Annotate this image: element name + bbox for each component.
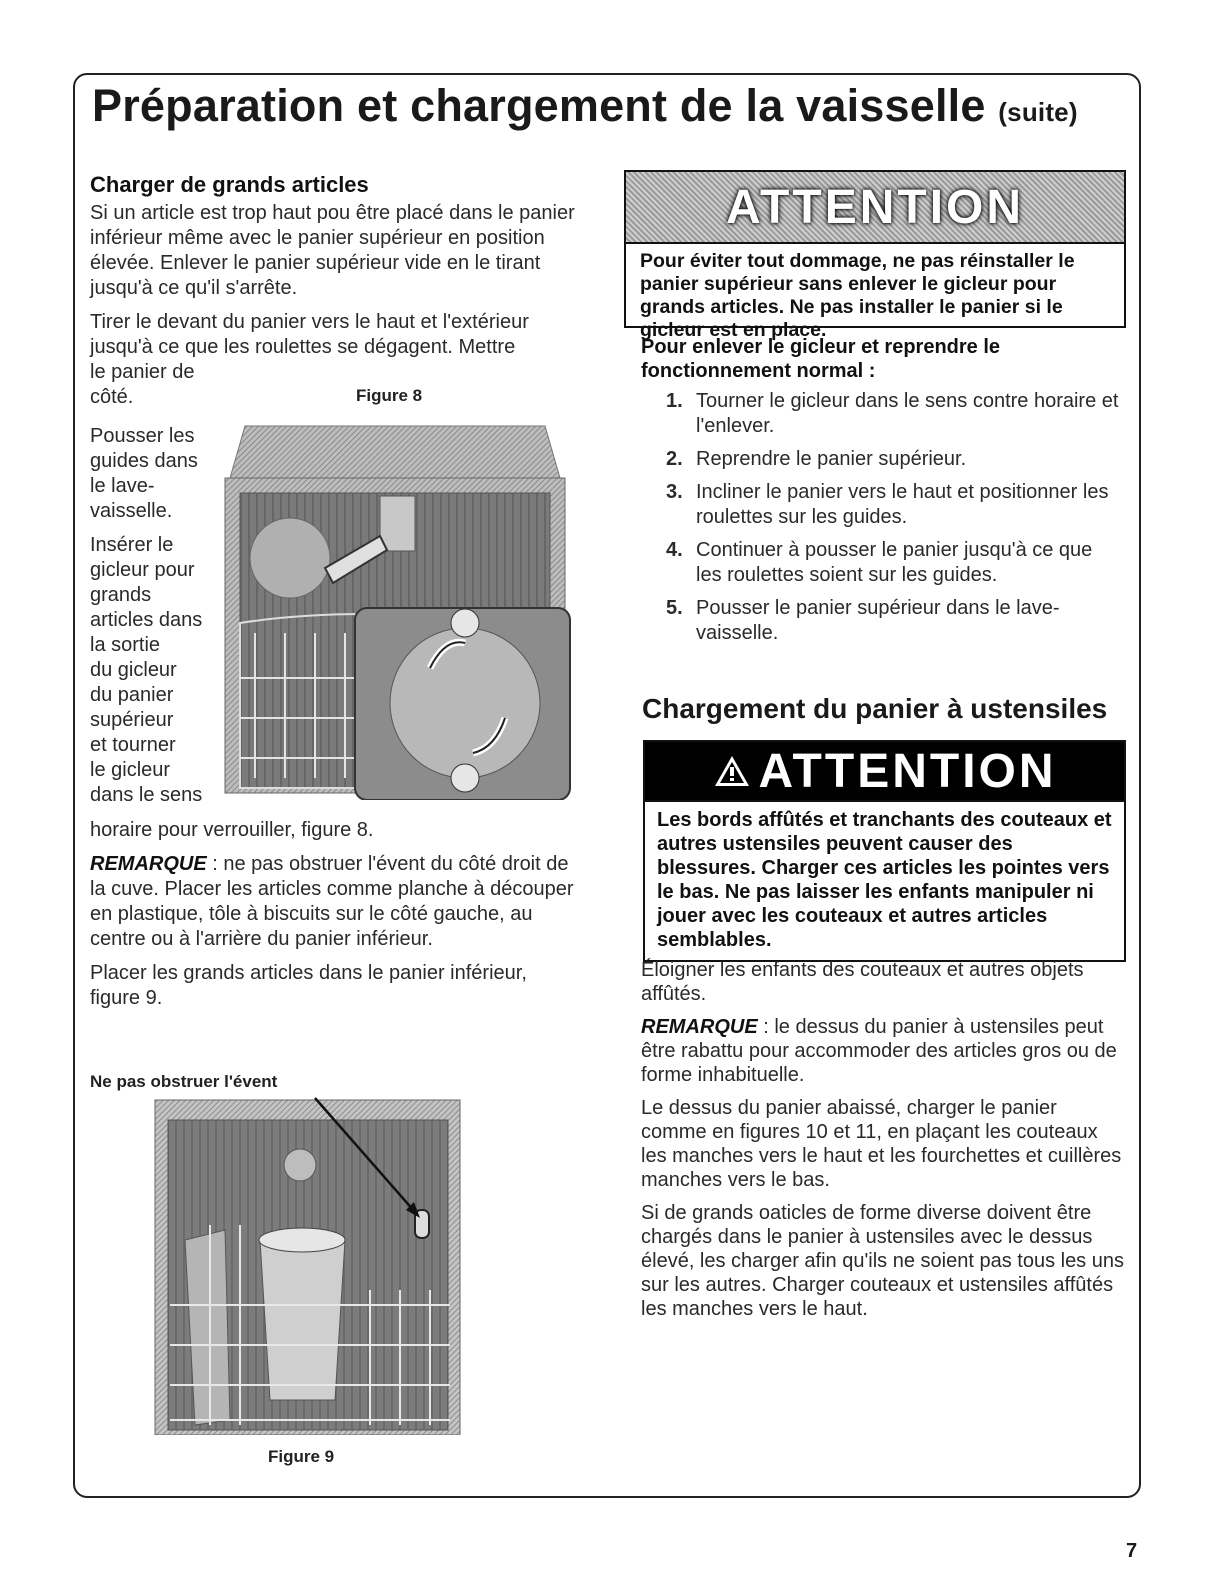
line: du panier	[90, 684, 174, 706]
figure-9-caption: Figure 9	[268, 1447, 335, 1466]
list-item	[641, 480, 1121, 530]
warning-text-1: Pour éviter tout dommage, ne pas réinstaller le panier supérieur sans enlever le gicleur pour grands articles. Ne pas installer le panier si le gicleur est en place.	[640, 250, 1075, 341]
warning-text-2: Les bords affûtés et tranchants des couteaux et autres ustensiles peuvent causer des blessures. Charger ces articles les pointes vers le bas. Ne pas laisser les enfants manipuler ni jouer avec les couteaux et autres articles semblables.	[657, 809, 1112, 951]
step-text: Tourner le gicleur dans le sens contre horaire et l'enlever.	[696, 390, 1119, 437]
step-number: 1.	[666, 390, 683, 412]
remarque-left	[90, 852, 580, 952]
remarque-right	[641, 1015, 1126, 1087]
remarque-text: : ne pas obstruer l'évent du côté droit de la cuve. Placer les articles comme planche à découper en plastique, tôle à biscuits sur le côté gauche, au centre ou à l'arrière du panier inférieur.	[90, 853, 574, 950]
step-number: 4.	[666, 539, 683, 561]
line: et tourner	[90, 734, 176, 756]
warning-box-2	[643, 740, 1126, 962]
paragraph-eloigner: Éloigner les enfants des couteaux et autres objets affûtés.	[641, 959, 1084, 1005]
page-title	[92, 80, 1078, 132]
line: la sortie	[90, 634, 161, 656]
line: dans le sens	[90, 784, 203, 806]
line: grands	[90, 584, 152, 606]
step-number: 5.	[666, 597, 683, 619]
step-number: 3.	[666, 481, 683, 503]
paragraph-tirer-l4: côté.	[90, 386, 134, 408]
steps-heading: Pour enlever le gicleur et reprendre le fonctionnement normal :	[641, 336, 1001, 382]
left-column-lower	[90, 818, 580, 1020]
line: le gicleur	[90, 759, 171, 781]
paragraph-inserer	[90, 533, 230, 808]
right-column-steps	[641, 335, 1121, 654]
section-heading-ustensiles: Chargement du panier à ustensiles	[642, 693, 1108, 724]
step-text: Reprendre le panier supérieur.	[696, 448, 967, 470]
right-column-lower	[641, 958, 1126, 1330]
step-number: 2.	[666, 448, 683, 470]
line: guides dans	[90, 450, 198, 472]
figure-9-illustration	[150, 1090, 470, 1435]
list-item	[641, 596, 1121, 646]
remarque-label: REMARQUE	[90, 853, 207, 875]
line: vaisselle.	[90, 500, 173, 522]
figure-8-caption: Figure 8	[356, 386, 423, 405]
remarque-label: REMARQUE	[641, 1016, 758, 1038]
line: gicleur pour	[90, 559, 195, 581]
paragraph-pousser	[90, 424, 230, 524]
left-narrow-text	[90, 424, 230, 808]
heading-grands-articles: Charger de grands articles	[90, 172, 369, 197]
left-column	[90, 172, 580, 410]
paragraph-grands-articles: Si de grands oaticles de forme diverse doivent être chargés dans le panier à ustensiles avec le dessus élevé, les charger afin qu'ils ne soient pas tous les uns sur les autres. Charger couteaux et ustensiles affûtés les manches vers le haut.	[641, 1202, 1124, 1320]
warning-header-1-text: ATTENTION	[725, 180, 1025, 234]
line: supérieur	[90, 709, 174, 731]
paragraph-inserer-end: horaire pour verrouiller, figure 8.	[90, 819, 374, 841]
line: articles dans	[90, 609, 203, 631]
line: le lave-	[90, 475, 155, 497]
figure-8-illustration	[215, 418, 575, 800]
title-suffix: (suite)	[998, 97, 1078, 127]
list-item	[641, 389, 1121, 439]
title-main: Préparation et chargement de la vaisselle	[92, 80, 986, 131]
warning-header-2-text: ATTENTION	[758, 744, 1057, 798]
step-text: Continuer à pousser le panier jusqu'à ce que les roulettes soient sur les guides.	[696, 539, 1093, 586]
steps-list	[641, 389, 1121, 646]
figure-9-label: Ne pas obstruer l'évent	[90, 1072, 278, 1091]
list-item	[641, 538, 1121, 588]
warning-header-1	[626, 172, 1124, 244]
remarque-text: : le dessus du panier à ustensiles peut être rabattu pour accommoder des articles gros ou de forme inhabituelle.	[641, 1016, 1117, 1086]
step-text: Incliner le panier vers le haut et positionner les roulettes sur les guides.	[696, 481, 1109, 528]
line: Pousser les	[90, 425, 195, 447]
step-text: Pousser le panier supérieur dans le lave-vaisselle.	[696, 597, 1060, 644]
warning-triangle-icon	[712, 753, 752, 789]
paragraph-tirer: Tirer le devant du panier vers le haut et l'extérieur jusqu'à ce que les roulettes se dégagent. Mettre	[90, 311, 529, 358]
paragraph-intro: Si un article est trop haut pou être placé dans le panier inférieur même avec le panier supérieur en position élevée. Enlever le panier supérieur vide en le tirant jusqu'à ce qu'il s'arrête.	[90, 202, 575, 299]
line: Insérer le	[90, 534, 174, 556]
paragraph-placer: Placer les grands articles dans le panier inférieur, figure 9.	[90, 962, 527, 1009]
list-item	[641, 447, 1121, 472]
line: du gicleur	[90, 659, 177, 681]
paragraph-dessus: Le dessus du panier abaissé, charger le panier comme en figures 10 et 11, en plaçant les couteaux les manches vers le haut et les fourchettes et cuillères manches vers le bas.	[641, 1097, 1122, 1191]
paragraph-tirer-l3: le panier de	[90, 361, 195, 383]
warning-header-2	[645, 742, 1124, 802]
warning-box-1	[624, 170, 1126, 341]
page-number: 7	[1126, 1540, 1138, 1562]
